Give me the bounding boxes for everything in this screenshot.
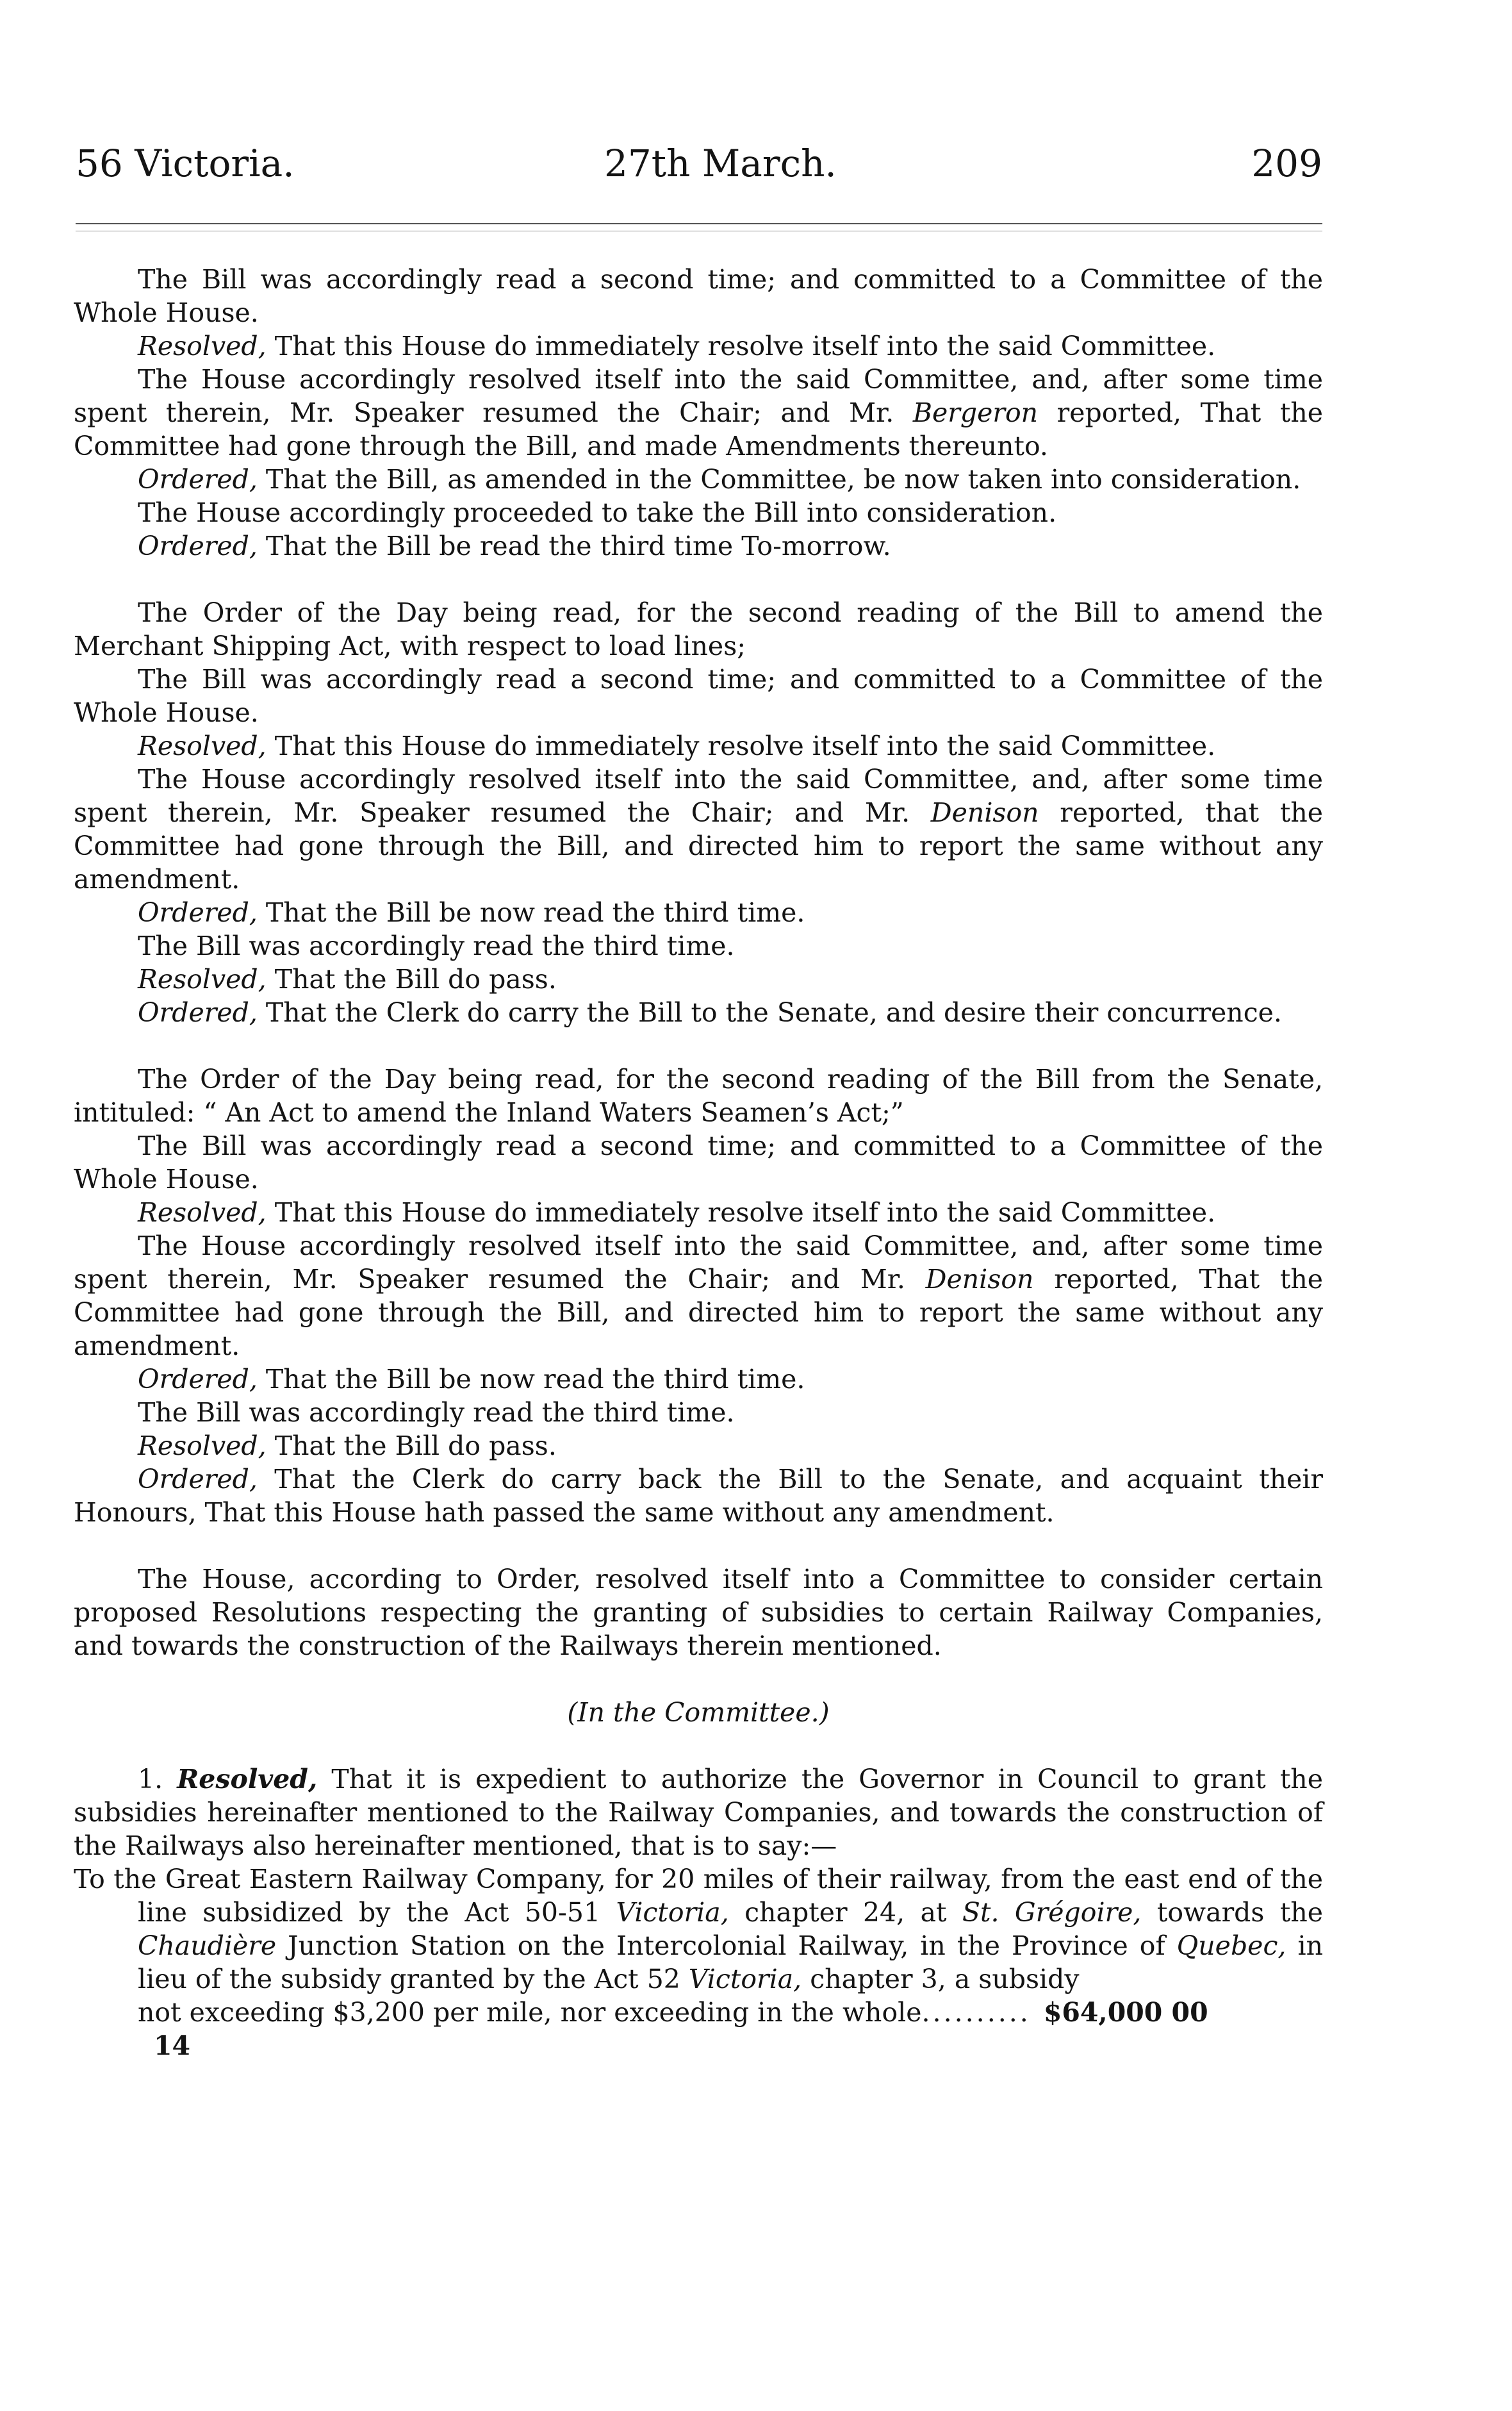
header-regnal-year: 56 Victoria. [76,142,295,185]
paragraph: The Bill was accordingly read a second time; and committed to a Committee of the Whole House. [74,264,1323,328]
paragraph: The Bill was accordingly read a second time; and committed to a Committee of the Whole House. [74,1131,1323,1195]
paragraph: Resolved, That the Bill do pass. [138,1430,557,1461]
paragraph: Ordered, That the Clerk do carry back the Bill to the Senate, and acquaint their Honours, That this House hath passed the same without any amendment. [74,1464,1323,1528]
paragraph: The Order of the Day being read, for the second reading of the Bill to amend the Merchant Shipping Act, with respect to load lines; [74,597,1323,661]
paragraph: The Order of the Day being read, for the second reading of the Bill from the Senate, intituled: “ An Act to amend the Inland Waters Seamen’s Act;” [74,1064,1323,1128]
paragraph: Resolved, That this House do immediately resolve itself into the said Committee. [138,331,1216,361]
resolution-paragraph: 1. Resolved, That it is expedient to authorize the Governor in Council to grant the subsidies hereinafter mentioned to the Railway Companies, and towards the construction of the Railways also hereinafter mentioned, that is to say:— [74,1764,1323,1861]
paragraph: The House accordingly proceeded to take the Bill into consideration. [138,497,1057,528]
paragraph: The Bill was accordingly read the third time. [138,931,735,961]
subsidy-amount: $64,000 00 [1043,1997,1208,2028]
header-date: 27th March. [604,142,837,185]
page-number: 209 [1251,142,1322,185]
paragraph: Ordered, That the Bill be read the third time To-morrow. [138,531,891,561]
journal-body [74,263,1323,2062]
running-header [76,138,1322,189]
paragraph: The House accordingly resolved itself into the said Committee, and, after some time spent therein, Mr. Speaker resumed the Chair; and Mr. Denison reported, That the Committee had gone through the Bill, and directed him to report the same without any amendment. [74,1230,1323,1361]
paragraph: Ordered, That the Bill, as amended in the Committee, be now taken into consideration. [138,464,1301,495]
subsidy-item: To the Great Eastern Railway Company, for 20 miles of their railway, from the east end of the line subsidized by the Act 50-51 Victoria, chapter 24, at St. Grégoire, towards the Chaudière Junction Station on the Intercolonial Railway, in the Province of Quebec, in lieu of the subsidy granted by the Act 52 Victoria, chapter 3, a subsidy not exceeding $3,200 per mile, nor exceeding in the whole.......... $64,000 00 [74,1864,1324,2028]
paragraph: Resolved, That this House do immediately resolve itself into the said Committee. [138,731,1216,761]
paragraph: The House accordingly resolved itself into the said Committee, and, after some time spent therein, Mr. Speaker resumed the Chair; and Mr. Bergeron reported, That the Committee had gone through the Bill, and made Amendments thereunto. [74,364,1324,461]
signature-marker: 14 [154,2030,191,2061]
paragraph: Resolved, That the Bill do pass. [138,964,557,995]
paragraph: The House, according to Order, resolved itself into a Committee to consider certain proposed Resolutions respecting the granting of subsidies to certain Railway Companies, and towards the construction of the Railways therein mentioned. [74,1564,1323,1661]
paragraph: The Bill was accordingly read a second time; and committed to a Committee of the Whole House. [74,664,1323,728]
paragraph: Ordered, That the Clerk do carry the Bill to the Senate, and desire their concurrence. [138,997,1282,1028]
subsidy-amount-row: not exceeding $3,200 per mile, nor exceeding in the whole.......... $64,000 00 [138,1997,1208,2028]
paragraph: Ordered, That the Bill be now read the third time. [138,897,805,928]
paragraph: Resolved, That this House do immediately resolve itself into the said Committee. [138,1197,1216,1228]
paragraph: Ordered, That the Bill be now read the third time. [138,1364,805,1395]
section-heading: (In the Committee.) [567,1697,830,1728]
header-rule [76,223,1322,224]
paragraph: The House accordingly resolved itself into the said Committee, and, after some time spent therein, Mr. Speaker resumed the Chair; and Mr. Denison reported, that the Committee had gone through the Bill, and directed him to report the same without any amendment. [74,764,1323,895]
paragraph: The Bill was accordingly read the third time. [138,1397,735,1428]
